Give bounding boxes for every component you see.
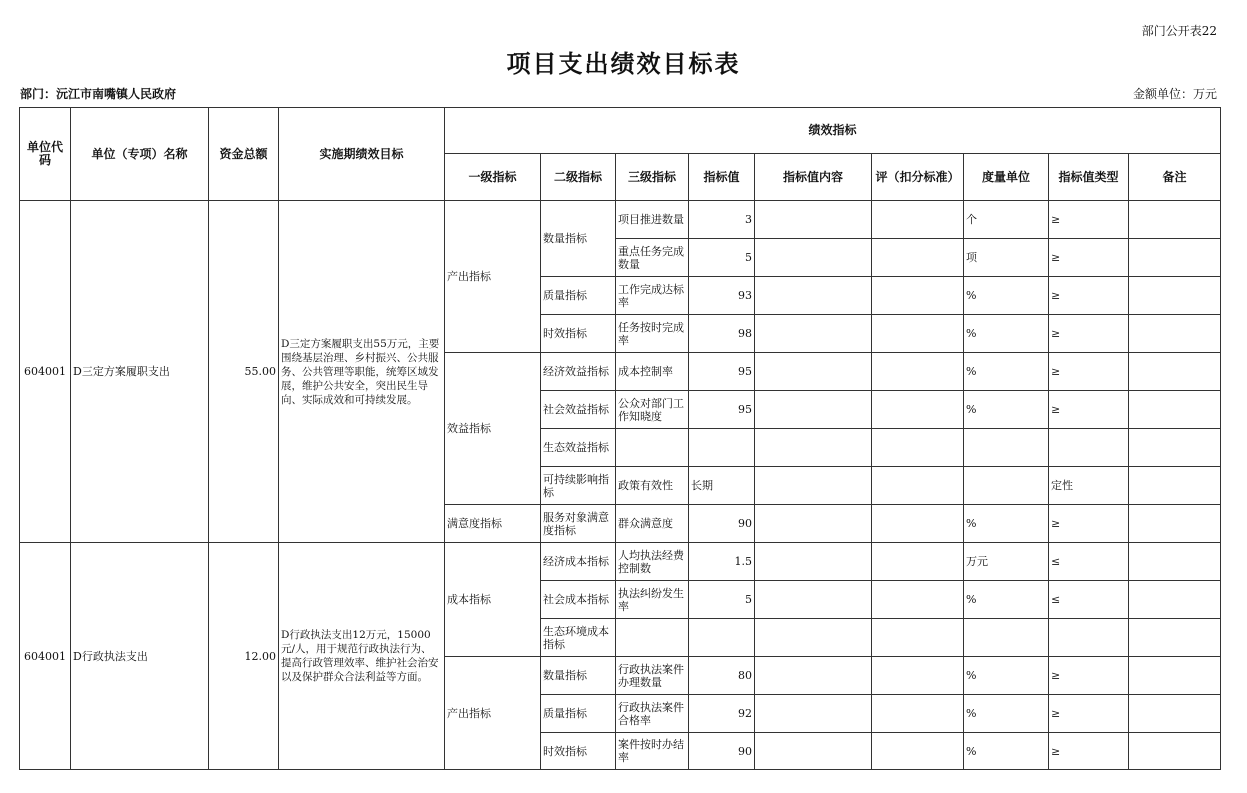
value-type-cell: ≥ — [1049, 239, 1129, 277]
level2-cell: 经济成本指标 — [541, 543, 616, 581]
level2-cell: 质量指标 — [541, 277, 616, 315]
scoring-cell — [872, 581, 964, 619]
level1-cell: 产出指标 — [445, 201, 541, 353]
level2-cell: 数量指标 — [541, 657, 616, 695]
header-value-content: 指标值内容 — [755, 154, 872, 201]
measure-unit-cell — [964, 429, 1049, 467]
level3-cell: 执法纠纷发生率 — [616, 581, 689, 619]
value-cell — [689, 429, 755, 467]
remark-cell — [1129, 429, 1221, 467]
remark-cell — [1129, 695, 1221, 733]
unit-code-cell: 604001 — [20, 201, 71, 543]
total-funds-cell: 12.00 — [209, 543, 279, 770]
value-type-cell — [1049, 619, 1129, 657]
value-content-cell — [755, 277, 872, 315]
form-number: 部门公开表22 — [1141, 24, 1217, 38]
header-remark: 备注 — [1129, 154, 1221, 201]
value-cell: 90 — [689, 505, 755, 543]
remark-cell — [1129, 391, 1221, 429]
level3-cell: 工作完成达标率 — [616, 277, 689, 315]
remark-cell — [1129, 505, 1221, 543]
performance-target-table — [19, 107, 1221, 770]
level2-cell: 生态环境成本指标 — [541, 619, 616, 657]
remark-cell — [1129, 657, 1221, 695]
header-scoring: 评（扣分标准） — [872, 154, 964, 201]
measure-unit-cell: % — [964, 391, 1049, 429]
goal-cell: D行政执法支出12万元，15000元/人，用于规范行政执法行为、提高行政管理效率、维护社会治安以及保护群众合法利益等方面。 — [279, 543, 445, 770]
level3-cell — [616, 429, 689, 467]
scoring-cell — [872, 201, 964, 239]
level2-cell: 生态效益指标 — [541, 429, 616, 467]
header-value: 指标值 — [689, 154, 755, 201]
value-content-cell — [755, 239, 872, 277]
measure-unit-cell: % — [964, 277, 1049, 315]
scoring-cell — [872, 391, 964, 429]
value-type-cell: ≥ — [1049, 277, 1129, 315]
level2-cell: 社会成本指标 — [541, 581, 616, 619]
value-type-cell: ≥ — [1049, 505, 1129, 543]
level1-cell: 满意度指标 — [445, 505, 541, 543]
value-cell: 93 — [689, 277, 755, 315]
scoring-cell — [872, 619, 964, 657]
page-title: 项目支出绩效目标表 — [506, 50, 741, 78]
value-type-cell: ≥ — [1049, 391, 1129, 429]
header-unit-name: 单位（专项）名称 — [71, 108, 209, 201]
level3-cell: 行政执法案件办理数量 — [616, 657, 689, 695]
value-cell: 95 — [689, 391, 755, 429]
scoring-cell — [872, 695, 964, 733]
level1-cell: 产出指标 — [445, 657, 541, 770]
value-content-cell — [755, 733, 872, 770]
value-cell: 5 — [689, 239, 755, 277]
value-type-cell: ≥ — [1049, 695, 1129, 733]
value-cell: 98 — [689, 315, 755, 353]
value-content-cell — [755, 315, 872, 353]
value-content-cell — [755, 581, 872, 619]
level3-cell: 项目推进数量 — [616, 201, 689, 239]
header-measure-unit: 度量单位 — [964, 154, 1049, 201]
level3-cell: 任务按时完成率 — [616, 315, 689, 353]
scoring-cell — [872, 543, 964, 581]
unit-code-cell: 604001 — [20, 543, 71, 770]
value-content-cell — [755, 429, 872, 467]
value-type-cell: ≥ — [1049, 201, 1129, 239]
measure-unit-cell: % — [964, 505, 1049, 543]
value-type-cell: 定性 — [1049, 467, 1129, 505]
value-cell: 92 — [689, 695, 755, 733]
value-type-cell — [1049, 429, 1129, 467]
value-cell — [689, 619, 755, 657]
remark-cell — [1129, 543, 1221, 581]
measure-unit-cell — [964, 619, 1049, 657]
measure-unit-cell: % — [964, 657, 1049, 695]
scoring-cell — [872, 277, 964, 315]
level2-cell: 经济效益指标 — [541, 353, 616, 391]
scoring-cell — [872, 733, 964, 770]
level2-cell: 时效指标 — [541, 733, 616, 770]
level1-cell: 成本指标 — [445, 543, 541, 657]
header-goal: 实施期绩效目标 — [279, 108, 445, 201]
table-row — [20, 201, 1221, 239]
level2-cell: 时效指标 — [541, 315, 616, 353]
measure-unit-cell: % — [964, 581, 1049, 619]
scoring-cell — [872, 657, 964, 695]
value-cell: 1.5 — [689, 543, 755, 581]
remark-cell — [1129, 201, 1221, 239]
value-cell: 95 — [689, 353, 755, 391]
remark-cell — [1129, 315, 1221, 353]
remark-cell — [1129, 239, 1221, 277]
value-cell: 3 — [689, 201, 755, 239]
level3-cell: 公众对部门工作知晓度 — [616, 391, 689, 429]
scoring-cell — [872, 505, 964, 543]
level3-cell: 政策有效性 — [616, 467, 689, 505]
department-label: 部门：沅江市南嘴镇人民政府 — [20, 87, 177, 101]
remark-cell — [1129, 581, 1221, 619]
measure-unit-cell: % — [964, 315, 1049, 353]
level3-cell: 成本控制率 — [616, 353, 689, 391]
level3-cell: 群众满意度 — [616, 505, 689, 543]
value-type-cell: ≥ — [1049, 733, 1129, 770]
value-content-cell — [755, 201, 872, 239]
value-type-cell: ≤ — [1049, 543, 1129, 581]
value-content-cell — [755, 543, 872, 581]
value-type-cell: ≤ — [1049, 581, 1129, 619]
header-level1: 一级指标 — [445, 154, 541, 201]
header-unit-code: 单位代码 — [20, 108, 71, 201]
value-content-cell — [755, 695, 872, 733]
scoring-cell — [872, 239, 964, 277]
header-level3: 三级指标 — [616, 154, 689, 201]
goal-cell: D三定方案履职支出55万元，主要围绕基层治理、乡村振兴、公共服务、公共管理等职能，统筹区域发展，维护公共安全，突出民生导向、实际成效和可持续发展。 — [279, 201, 445, 543]
value-cell: 90 — [689, 733, 755, 770]
value-cell: 80 — [689, 657, 755, 695]
level3-cell: 人均执法经费控制数 — [616, 543, 689, 581]
value-type-cell: ≥ — [1049, 315, 1129, 353]
level3-cell — [616, 619, 689, 657]
remark-cell — [1129, 467, 1221, 505]
remark-cell — [1129, 733, 1221, 770]
level3-cell: 案件按时办结率 — [616, 733, 689, 770]
unit-name-cell: D三定方案履职支出 — [71, 201, 209, 543]
level3-cell: 行政执法案件合格率 — [616, 695, 689, 733]
measure-unit-cell: 万元 — [964, 543, 1049, 581]
header-indicators: 绩效指标 — [445, 108, 1221, 154]
value-content-cell — [755, 619, 872, 657]
scoring-cell — [872, 467, 964, 505]
level2-cell: 社会效益指标 — [541, 391, 616, 429]
total-funds-cell: 55.00 — [209, 201, 279, 543]
level2-cell: 质量指标 — [541, 695, 616, 733]
remark-cell — [1129, 277, 1221, 315]
level2-cell: 可持续影响指标 — [541, 467, 616, 505]
remark-cell — [1129, 353, 1221, 391]
measure-unit-cell: 个 — [964, 201, 1049, 239]
measure-unit-cell: % — [964, 353, 1049, 391]
value-content-cell — [755, 353, 872, 391]
value-content-cell — [755, 657, 872, 695]
scoring-cell — [872, 353, 964, 391]
amount-unit-label: 金额单位：万元 — [1132, 87, 1217, 101]
measure-unit-cell: % — [964, 733, 1049, 770]
value-type-cell: ≥ — [1049, 657, 1129, 695]
header-total-funds: 资金总额 — [209, 108, 279, 201]
value-type-cell: ≥ — [1049, 353, 1129, 391]
measure-unit-cell: % — [964, 695, 1049, 733]
unit-name-cell: D行政执法支出 — [71, 543, 209, 770]
header-value-type: 指标值类型 — [1049, 154, 1129, 201]
value-cell: 长期 — [689, 467, 755, 505]
scoring-cell — [872, 429, 964, 467]
table-row — [20, 543, 1221, 581]
header-level2: 二级指标 — [541, 154, 616, 201]
value-content-cell — [755, 467, 872, 505]
level2-cell: 数量指标 — [541, 201, 616, 277]
level2-cell: 服务对象满意度指标 — [541, 505, 616, 543]
remark-cell — [1129, 619, 1221, 657]
scoring-cell — [872, 315, 964, 353]
level1-cell: 效益指标 — [445, 353, 541, 505]
value-content-cell — [755, 391, 872, 429]
measure-unit-cell — [964, 467, 1049, 505]
level3-cell: 重点任务完成数量 — [616, 239, 689, 277]
value-content-cell — [755, 505, 872, 543]
value-cell: 5 — [689, 581, 755, 619]
measure-unit-cell: 项 — [964, 239, 1049, 277]
